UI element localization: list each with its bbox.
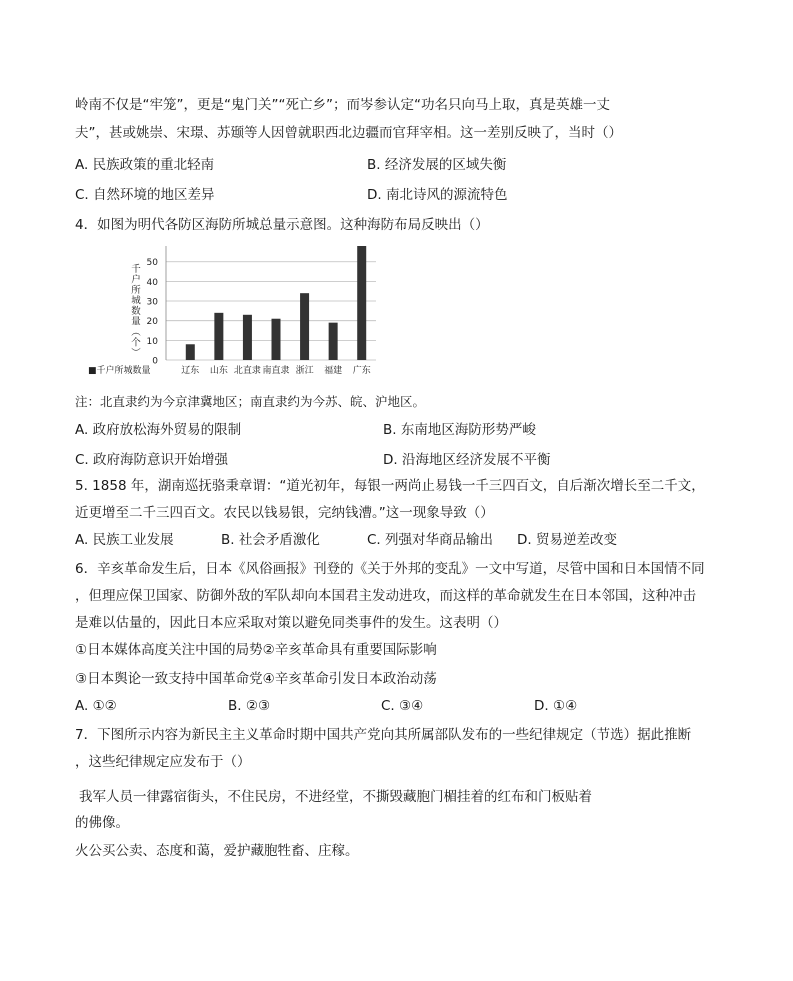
q7-stem-line2: ，这些纪律规定应发布于（） [75, 754, 251, 770]
q6-option-c: C. ③④ [381, 698, 424, 714]
y-axis-title-char: 户 [131, 274, 141, 286]
q3-option-a: A. 民族政策的重北轻南 [75, 157, 215, 173]
q4-option-b: B. 东南地区海防形势严峻 [383, 422, 536, 438]
y-tick-label: 20 [146, 317, 158, 328]
y-tick-label: 40 [146, 277, 158, 288]
bar-chart-svg [86, 244, 386, 384]
q5-option-c: C. 列强对华商品输出 [367, 532, 494, 548]
bar-南直隶 [272, 319, 281, 360]
bar-浙江 [300, 293, 309, 360]
y-axis-title-char: 千 [131, 264, 141, 275]
q4-option-c: C. 政府海防意识开始增强 [75, 452, 229, 468]
q5-stem-line2: 近更增至二千三四百文。农民以钱易银，完纳钱漕。”这一现象导致（） [75, 505, 494, 521]
y-tick-label: 10 [146, 336, 158, 347]
q3-option-c: C. 自然环境的地区差异 [75, 187, 215, 203]
q6-item-line1: ①日本媒体高度关注中国的局势②辛亥革命具有重要国际影响 [75, 642, 437, 658]
q4-option-a: A. 政府放松海外贸易的限制 [75, 422, 242, 438]
q7-stem-line1: 7．下图所示内容为新民主主义革命时期中国共产党向其所属部队发布的一些纪律规定（节选）据此推断 [75, 727, 692, 743]
y-axis-title-char: ︶ [131, 348, 141, 359]
x-tick-label: 广东 [352, 366, 371, 376]
bar-北直隶 [243, 315, 252, 360]
q5-option-d: D. 贸易逆差改变 [517, 532, 617, 548]
q7-quote-line3: 火公买公卖、态度和蔼，爱护藏胞牲畜、庄稼。 [75, 843, 359, 859]
q5-option-a: A. 民族工业发展 [75, 532, 174, 548]
q4-stem: 4．如图为明代各防区海防所城总量示意图。这种海防布局反映出（） [75, 217, 489, 233]
q5-option-b: B. 社会矛盾激化 [221, 532, 320, 548]
q7-quote-line1: 我军人员一律露宿街头，不住民房，不进经堂，不撕毁藏胞门楣挂着的红布和门板贴着 [79, 789, 592, 805]
y-axis-title-char: 个 [131, 337, 141, 349]
x-tick-label: 辽东 [181, 366, 200, 376]
q6-option-a: A. ①② [75, 698, 117, 714]
q6-item-line2: ③日本舆论一致支持中国革命党④辛亥革命引发日本政治动荡 [75, 671, 437, 687]
q4-option-d: D. 沿海地区经济发展不平衡 [383, 452, 551, 468]
bar-辽东 [186, 344, 195, 360]
x-tick-label: 福建 [324, 366, 343, 376]
legend-label: ■千户所城数量 [88, 366, 151, 376]
q3-option-b: B. 经济发展的区域失衡 [367, 157, 507, 173]
y-axis-title-char: ︵ [131, 327, 141, 338]
y-tick-label: 50 [146, 258, 158, 269]
bar-福建 [329, 323, 338, 360]
y-axis-title-char: 城 [131, 295, 141, 307]
q3-option-d: D. 南北诗风的源流特色 [367, 187, 508, 203]
x-tick-label: 浙江 [295, 366, 314, 376]
x-tick-label: 山东 [209, 366, 228, 376]
q7-quote-line2: 的佛像。 [75, 815, 129, 831]
q3-stem-line2: 夫”，甚或姚崇、宋璟、苏颋等人因曾就职西北边疆而官拜宰相。这一差别反映了，当时（） [75, 125, 622, 141]
y-axis-title-char: 所 [131, 285, 141, 296]
y-axis-title-char: 量 [131, 316, 141, 328]
bar-山东 [214, 313, 223, 360]
q6-stem-line1: 6．辛亥革命发生后，日本《风俗画报》刊登的《关于外邦的变乱》一文中写道，尽管中国和日本国情不同 [75, 561, 705, 577]
q6-option-d: D. ①④ [534, 698, 578, 714]
q5-stem-line1: 5. 1858 年，湖南巡抚骆秉章谓：“道光初年，每银一两尚止易钱一千三四百文，自后渐次增长至二千文， [75, 478, 705, 494]
y-axis-title-char: 数 [131, 306, 141, 317]
q6-option-b: B. ②③ [228, 698, 271, 714]
x-tick-label: 南直隶 [262, 366, 290, 376]
bar-广东 [357, 246, 366, 360]
y-tick-label: 30 [146, 297, 158, 308]
q6-stem-line3: 是难以估量的，因此日本应采取对策以避免同类事件的发生。这表明（） [75, 615, 507, 631]
y-tick-label: 0 [152, 356, 158, 367]
x-tick-label: 北直隶 [233, 366, 261, 376]
q3-stem-line1: 岭南不仅是“牢笼”，更是“鬼门关”“死亡乡”；而岑参认定“功名只向马上取，真是英雄一丈 [75, 97, 610, 113]
q4-note: 注：北直隶约为今京津冀地区；南直隶约为今苏、皖、沪地区。 [75, 394, 426, 409]
q6-stem-line2: ，但理应保卫国家、防御外敌的军队却向本国君主发动进攻，而这样的革命就发生在日本邻国，这种冲击 [75, 588, 696, 604]
bar-chart [86, 244, 386, 384]
